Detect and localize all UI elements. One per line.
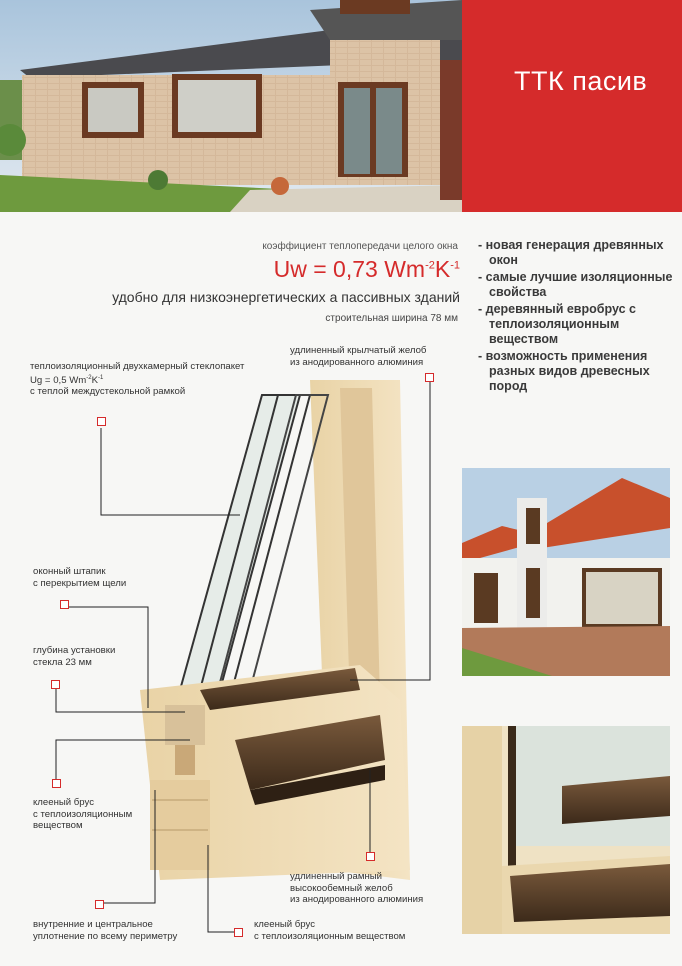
uw-prefix: Uw = 0,73 Wm <box>273 256 426 282</box>
marker-seal <box>95 900 104 909</box>
photo-white-house <box>462 468 670 676</box>
feature-item: - новая генерация древянных окон <box>478 238 664 267</box>
marker-glued-beam-bottom <box>234 928 243 937</box>
product-banner <box>462 0 682 212</box>
marker-frame-gutter <box>366 852 375 861</box>
uw-exp1: -2 <box>425 259 435 272</box>
glass-unit-ug-exp2: -1 <box>98 374 104 381</box>
glass-unit-ug: Ug = 0,5 Wm <box>30 374 87 386</box>
feature-item: - возможность применения разных видов древесных пород <box>478 349 650 393</box>
marker-glass-unit <box>97 417 106 426</box>
callout-frame-gutter: удлиненный рамный высокообемный желоб из анодированного алюминия <box>290 871 424 905</box>
marker-glass-depth <box>51 680 60 689</box>
uw-exp2: -1 <box>450 259 460 272</box>
callout-glass-unit <box>30 361 244 398</box>
uw-value <box>220 256 460 283</box>
product-name: ТТК пасив <box>514 66 648 96</box>
glass-unit-spacer: с теплой междустекольной рамкой <box>30 386 186 398</box>
callout-seal: внутренние и центральное уплотнение по всему периметру <box>33 919 178 942</box>
callout-glass-depth: глубина установки стекла 23 мм <box>33 645 116 668</box>
marker-glazing-bead <box>60 600 69 609</box>
glass-unit-ug-exp1: -2 <box>86 374 92 381</box>
marker-wing-gutter <box>425 373 434 382</box>
marker-glued-beam-left <box>52 779 61 788</box>
glass-unit-title: теплоизоляционный двухкамерный стеклопакет <box>30 361 245 372</box>
photo-window-detail <box>462 726 670 934</box>
callout-glued-beam-left: клееный брус с теплоизоляционным веществом <box>33 797 133 831</box>
feature-list <box>478 238 678 396</box>
coefficient-label: коэффициент теплопередачи целого окна <box>262 241 458 252</box>
suitability-text: удобно для низкоэнергетических а пассивных зданий <box>112 289 460 305</box>
callout-glued-beam-bottom: клееный брус с теплоизоляционным веществом <box>254 919 406 942</box>
callout-wing-gutter: удлиненный крылчатый желоб из анодированного алюминия <box>290 345 427 368</box>
uw-mid: K <box>434 256 451 282</box>
glass-unit-ug-k: K <box>91 374 98 386</box>
hero-house-photo <box>0 0 462 212</box>
build-width: строительная ширина 78 мм <box>325 313 458 324</box>
callout-glazing-bead: оконный штапик с перекрытием щели <box>33 566 127 589</box>
feature-item: - деревянный евробрус с теплоизоляционным веществом <box>478 302 636 346</box>
feature-item: - самые лучшие изоляционные свойства <box>478 270 673 299</box>
